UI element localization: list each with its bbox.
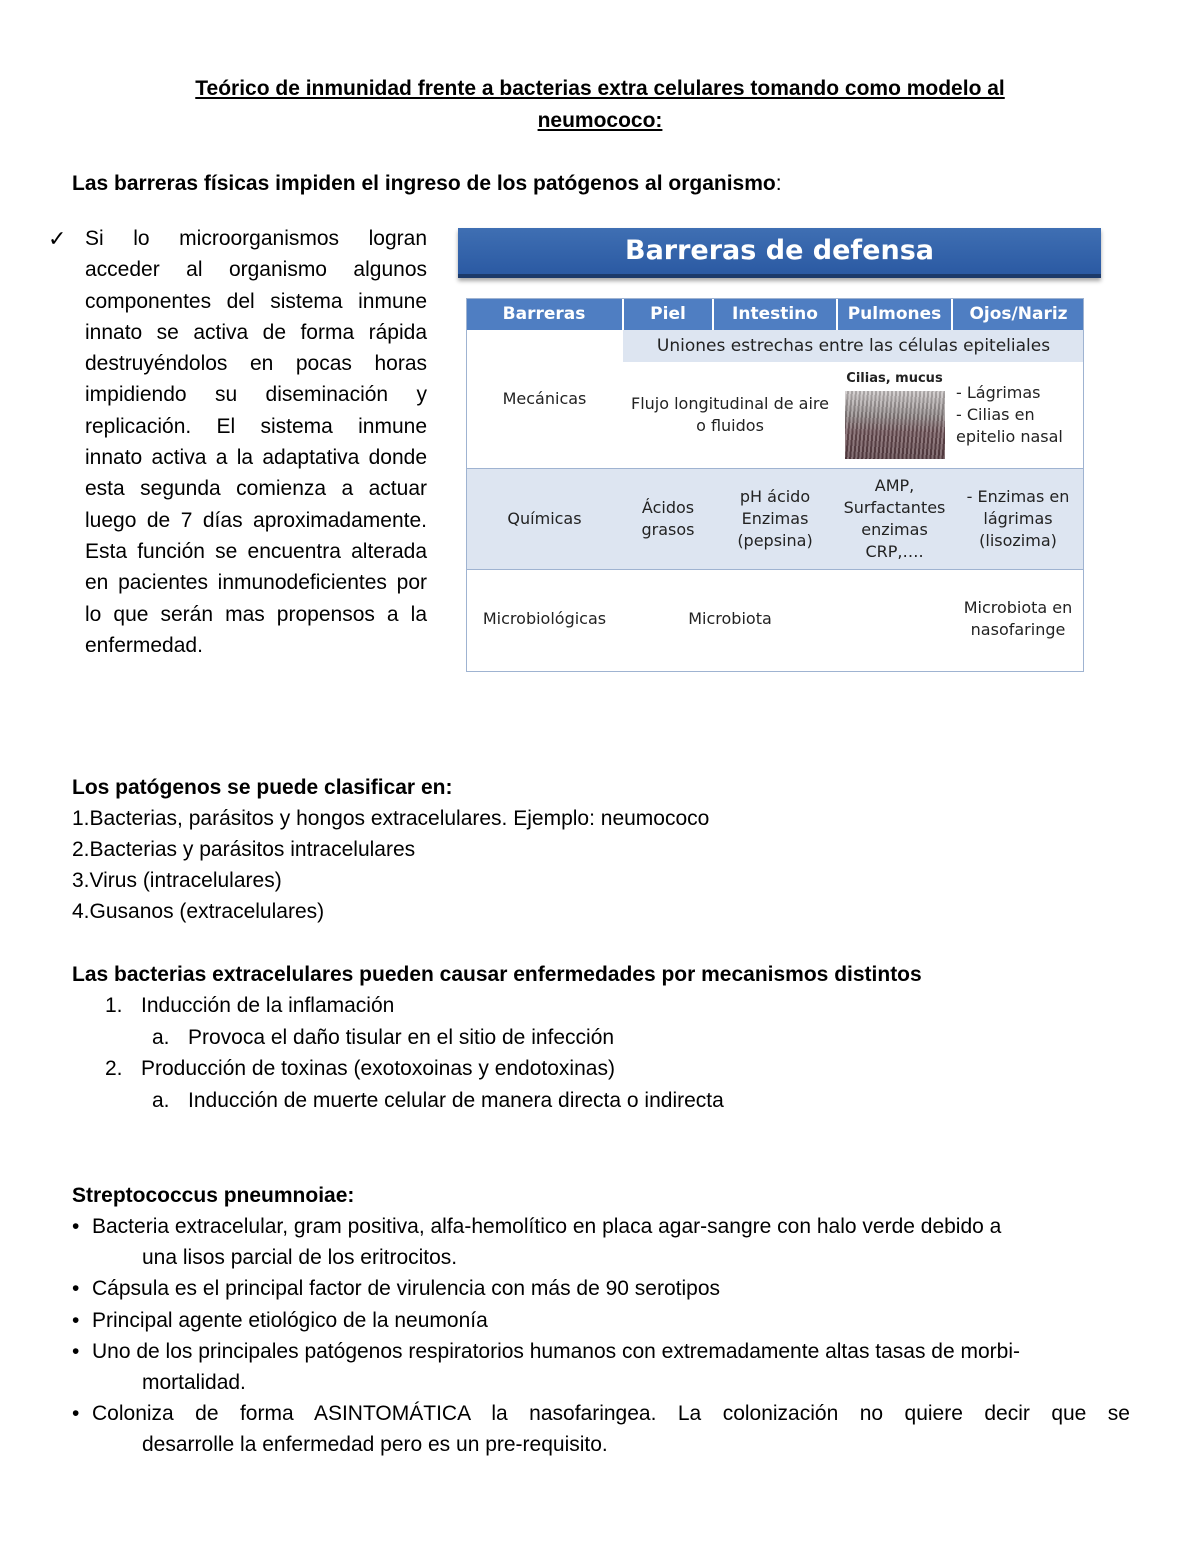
strep-bullet-4-line-1: Uno de los principales patógenos respiratorios humanos con extremadamente altas tasas de morbi-	[92, 1340, 1020, 1363]
strep-bullet-1-line-1: Bacteria extracelular, gram positiva, alfa-hemolítico en placa agar-sangre con halo verde debido a	[92, 1215, 1002, 1238]
quim-intestino-cell: pH ácido Enzimas (pepsina)	[713, 469, 837, 570]
row-label-mecanicas: Mecánicas	[466, 330, 623, 469]
pathogens-heading: Los patógenos se puede clasificar en:	[72, 776, 453, 799]
table-row	[466, 570, 1084, 669]
mechanisms-heading: Las bacterias extracelulares pueden causar enfermedades por mecanismos distintos	[72, 963, 922, 986]
list-item	[105, 990, 395, 1021]
title-line-1: Teórico de inmunidad frente a bacterias extra celulares tomando como modelo al	[195, 77, 1005, 100]
list-text: Producción de toxinas (exotoxoinas y endotoxinas)	[141, 1057, 615, 1080]
intro-paragraph: Si lo microorganismos logran acceder al organismo algunos componentes del sistema inmune innato se activa de forma rápida destruyéndolos en pocas horas impidiendo su diseminación y replicación. El sistema inmune innato activa a la adaptativa donde esta segunda comienza a actuar luego de 7 días aproximadamente. Esta función se encuentra alterada en pacientes inmunodeficientes por lo que serán mas propensos a la enfermedad.	[85, 227, 427, 657]
bullet-icon: •	[72, 1402, 80, 1425]
list-num: 4.	[72, 900, 90, 923]
strep-bullet-3: Principal agente etiológico de la neumonía	[92, 1309, 488, 1332]
quim-ojos-cell: - Enzimas en lágrimas (lisozima)	[952, 469, 1084, 570]
barriers-heading	[72, 168, 782, 199]
ojos-mec-line-2: - Cilias en epitelio nasal	[956, 405, 1063, 446]
table-row	[466, 469, 1084, 570]
list-num: a.	[152, 1026, 170, 1049]
ojos-mec-line-1: - Lágrimas	[956, 383, 1041, 402]
list-text: Gusanos (extracelulares)	[89, 900, 325, 923]
ojos-mecanicas-cell	[952, 362, 1084, 469]
micro-microbiota-cell: Microbiota	[623, 570, 837, 669]
barriers-heading-text: Las barreras físicas impiden el ingreso de los patógenos al organismo	[72, 172, 776, 195]
list-item	[105, 1053, 615, 1084]
barriers-table	[466, 298, 1084, 668]
check-icon: ✓	[48, 226, 67, 251]
cilia-cell	[837, 362, 952, 469]
row-label-quimicas: Químicas	[466, 469, 623, 570]
header-intestino: Intestino	[713, 298, 837, 330]
cilia-label: Cilias, mucus	[846, 371, 943, 386]
header-ojos-nariz: Ojos/Nariz	[952, 298, 1084, 330]
list-text: Provoca el daño tisular en el sitio de infección	[188, 1026, 615, 1049]
list-item	[152, 1022, 615, 1053]
title-line-2: neumococo:	[537, 109, 663, 132]
quim-pulmones-cell: AMP, Surfactantes enzimas CRP,….	[837, 469, 952, 570]
list-item	[72, 834, 415, 865]
barriers-heading-colon: :	[775, 172, 782, 195]
list-text: Bacterias y parásitos intracelulares	[89, 838, 416, 861]
list-num: 2.	[72, 838, 90, 861]
uniones-cell: Uniones estrechas entre las células epiteliales	[623, 330, 1084, 362]
micro-ojos-cell: Microbiota en nasofaringe	[952, 570, 1084, 669]
cilia-micrograph-image	[845, 391, 945, 459]
page-title	[100, 73, 1100, 137]
table-row	[466, 330, 1084, 362]
strep-bullet-5-line-1: Coloniza de forma ASINTOMÁTICA la nasofaringea. La colonización no quiere decir que se	[92, 1402, 1130, 1425]
bullet-icon: •	[72, 1309, 80, 1332]
list-text: Bacterias, parásitos y hongos extracelulares. Ejemplo: neumococo	[89, 807, 710, 830]
list-item	[72, 803, 709, 834]
list-num: 1.	[105, 994, 123, 1017]
strep-bullet-5-line-2: desarrolle la enfermedad pero es un pre-requisito.	[142, 1433, 608, 1456]
figure-title: Barreras de defensa	[458, 228, 1101, 278]
list-item	[72, 865, 282, 896]
bullet-icon: •	[72, 1340, 80, 1363]
list-num: 3.	[72, 869, 90, 892]
strep-heading: Streptococcus pneumnoiae:	[72, 1184, 355, 1207]
header-pulmones: Pulmones	[837, 298, 952, 330]
bullet-icon: •	[72, 1215, 80, 1238]
row-label-microbiologicas: Microbiológicas	[466, 570, 623, 669]
flujo-cell: Flujo longitudinal de aire o fluidos	[623, 362, 837, 469]
table-header-row	[466, 298, 1084, 330]
list-text: Virus (intracelulares)	[89, 869, 282, 892]
list-text: Inducción de la inflamación	[141, 994, 395, 1017]
list-num: 2.	[105, 1057, 123, 1080]
list-item	[72, 896, 324, 927]
list-num: a.	[152, 1089, 170, 1112]
bullet-icon: •	[72, 1277, 80, 1300]
list-item	[152, 1085, 724, 1116]
header-piel: Piel	[623, 298, 713, 330]
list-num: 1.	[72, 807, 90, 830]
quim-piel-cell: Ácidos grasos	[623, 469, 713, 570]
micro-pulmones-cell	[837, 570, 952, 669]
barriers-figure	[455, 226, 1103, 696]
header-barreras: Barreras	[466, 298, 623, 330]
list-text: Inducción de muerte celular de manera directa o indirecta	[188, 1089, 724, 1112]
strep-bullet-2: Cápsula es el principal factor de virulencia con más de 90 serotipos	[92, 1277, 721, 1300]
strep-bullet-1-line-2: una lisos parcial de los eritrocitos.	[142, 1246, 458, 1269]
strep-bullet-4-line-2: mortalidad.	[142, 1371, 246, 1394]
